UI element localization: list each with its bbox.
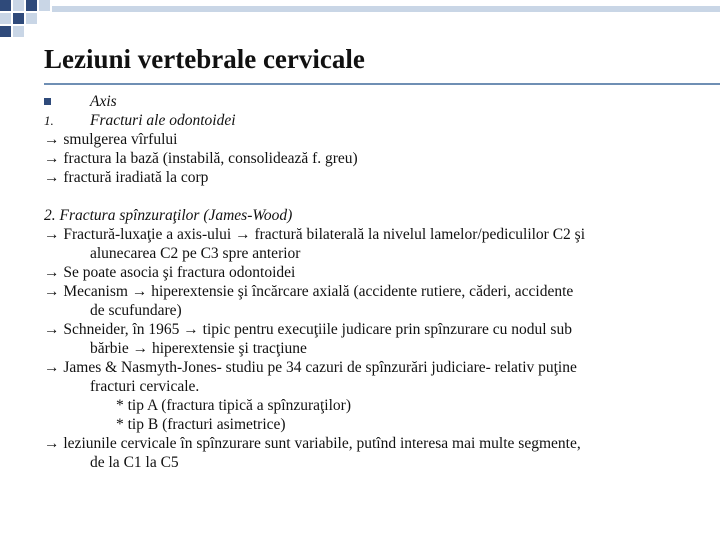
text-line: → Schneider, în 1965 → tipic pentru execuţiile judicare prin spînzurare cu nodul sub [44, 321, 572, 338]
grid-square [0, 26, 11, 37]
title-underline [44, 83, 720, 85]
sub-item-type-a: * tip A (fractura tipică a spînzuraţilor) [116, 397, 351, 414]
decorative-grid [0, 0, 720, 40]
text-line: → fractură iradiată la corp [44, 169, 209, 186]
item-text: Axis [90, 93, 117, 110]
grid-square [26, 0, 37, 11]
list-number: 1. [44, 113, 54, 128]
text-line-continued: bărbie → hiperextensie şi tracţiune [90, 340, 307, 357]
top-band [52, 6, 720, 12]
grid-square [13, 0, 24, 11]
slide-title: Leziuni vertebrale cervicale [44, 44, 365, 74]
grid-square [13, 13, 24, 24]
grid-square [0, 0, 11, 11]
numbered-item-odontoid [44, 111, 704, 130]
text-line: → leziunile cervicale în spînzurare sunt variabile, putînd interesa mai multe segmente, [44, 435, 581, 452]
grid-square [26, 13, 37, 24]
text-line-continued: de scufundare) [90, 302, 182, 319]
text-line: → Fractură-luxaţie a axis-ului → fractură bilaterală la nivelul lamelor/pediculilor C2 şi [44, 226, 586, 243]
square-bullet-icon [44, 98, 51, 105]
slide-body [44, 92, 704, 472]
text-line-continued: alunecarea C2 pe C3 spre anterior [90, 245, 301, 262]
text-line: → Se poate asocia şi fractura odontoidei [44, 264, 296, 281]
spacer [44, 187, 704, 206]
item-text: Fracturi ale odontoidei [90, 112, 236, 129]
text-line: → James & Nasmyth-Jones- studiu pe 34 cazuri de spînzurări judiciare- relativ puţine [44, 359, 577, 376]
text-line: → fractura la bază (instabilă, consolidează f. greu) [44, 150, 358, 167]
text-line: → Mecanism → hiperextensie şi încărcare axială (accidente rutiere, căderi, accidente [44, 283, 574, 300]
text-line-continued: de la C1 la C5 [90, 454, 179, 471]
grid-square [39, 0, 50, 11]
grid-square [0, 13, 11, 24]
text-line-continued: fracturi cervicale. [90, 378, 200, 395]
bullet-item-axis [44, 92, 704, 111]
text-line: → smulgerea vîrfului [44, 131, 178, 148]
sub-item-type-b: * tip B (fracturi asimetrice) [116, 416, 286, 433]
section-heading: 2. Fractura spînzuraţilor (James-Wood) [44, 207, 293, 224]
grid-square [13, 26, 24, 37]
